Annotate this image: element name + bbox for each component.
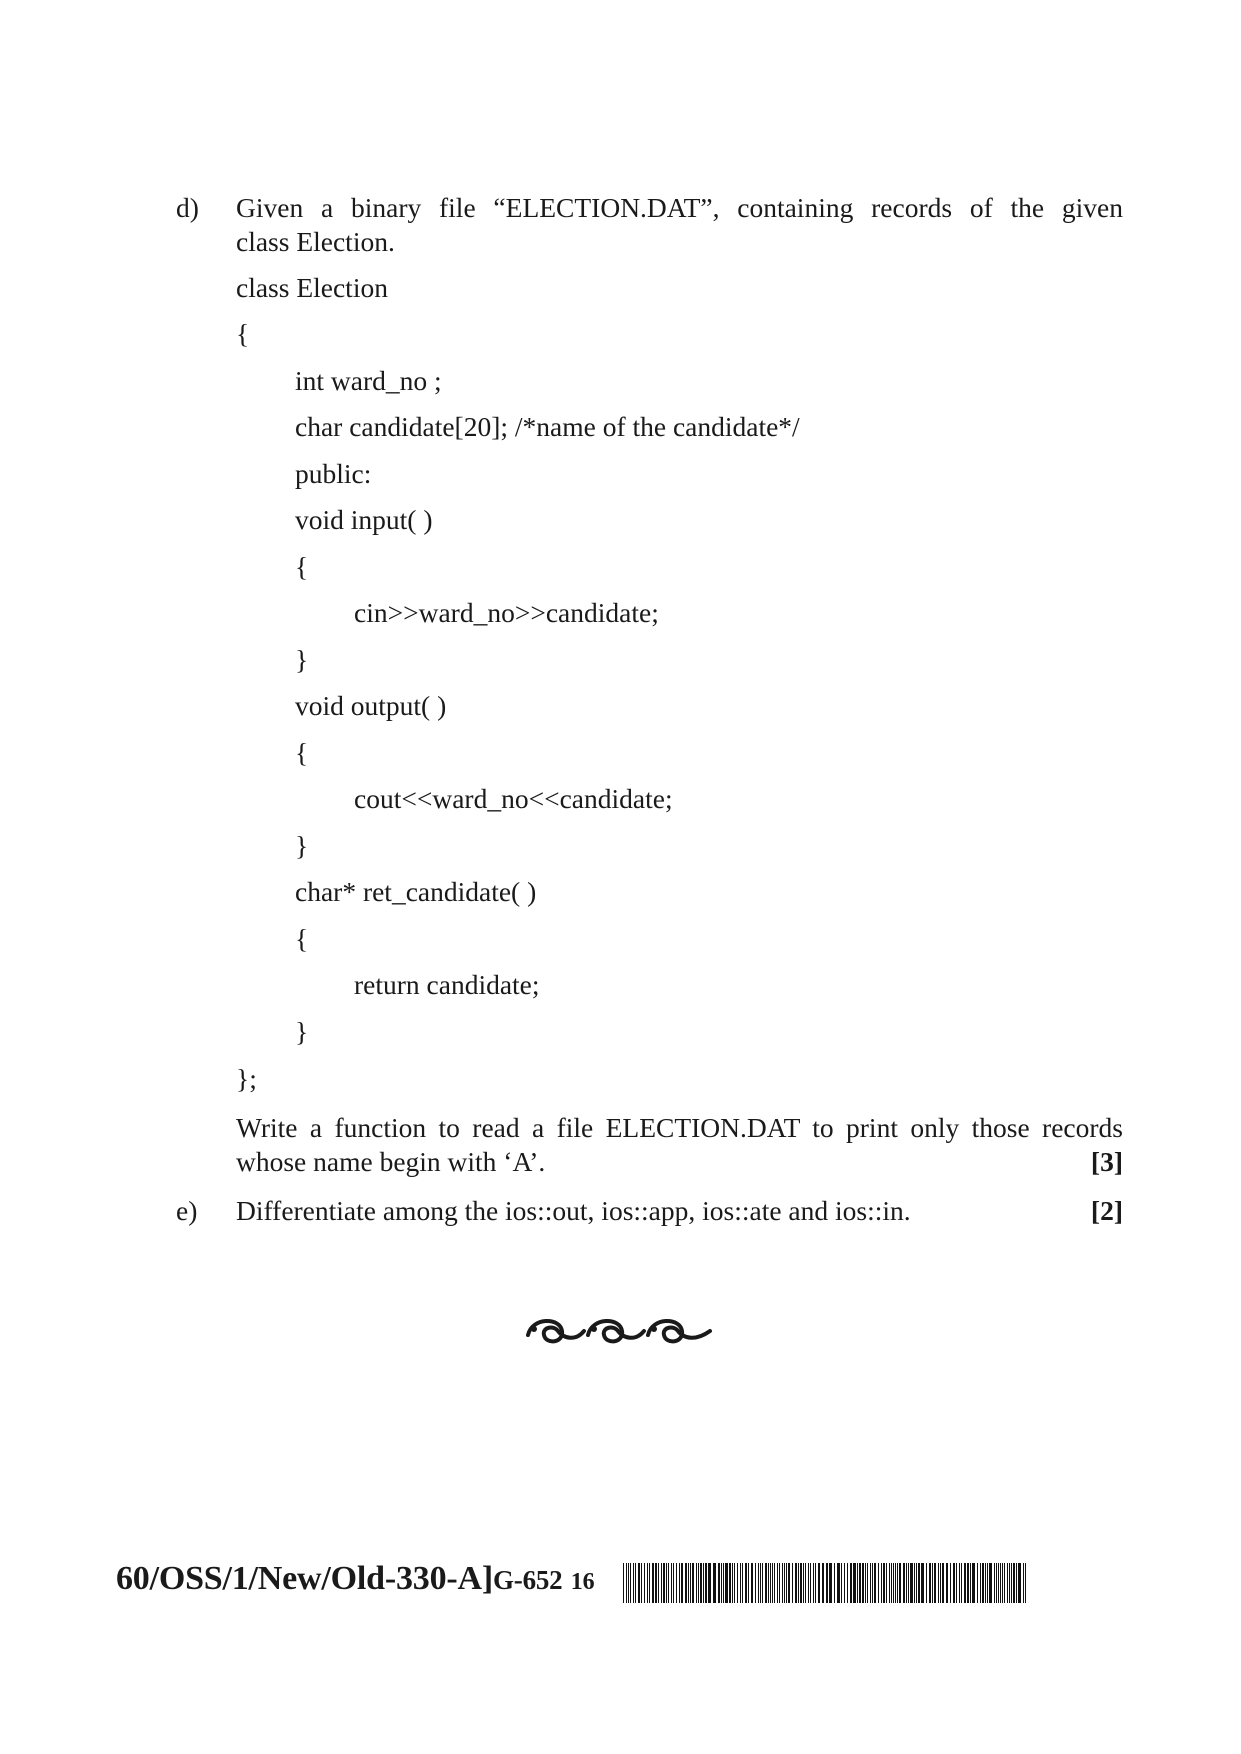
code-line: } <box>295 830 309 861</box>
code-line: char* ret_candidate( ) <box>295 876 537 907</box>
code-line: char candidate[20]; /*name of the candidate*/ <box>295 411 800 442</box>
end-ornament-icon <box>520 1305 720 1355</box>
code-line: { <box>295 737 309 768</box>
code-line: void output( ) <box>295 690 447 721</box>
code-line: int ward_no ; <box>295 365 442 396</box>
code-line: }; <box>236 1063 257 1094</box>
code-line: cout<<ward_no<<candidate; <box>354 783 673 814</box>
code-line: { <box>236 318 250 349</box>
code-line: { <box>295 923 309 954</box>
question-d-marks: [3] <box>1090 1146 1123 1177</box>
question-e-label: e) <box>176 1195 198 1226</box>
code-line: return candidate; <box>354 969 540 1000</box>
series-code: G-652 <box>492 1565 563 1595</box>
question-d-intro-line1: Given a binary file “ELECTION.DAT”, containing records of the given <box>236 192 1123 223</box>
code-line: { <box>295 551 309 582</box>
code-line: } <box>295 1016 309 1047</box>
question-e-text: Differentiate among the ios::out, ios::app, ios::ate and ios::in. <box>236 1195 911 1226</box>
footer-code <box>116 1560 594 1598</box>
question-d-label: d) <box>176 192 199 223</box>
barcode-image <box>623 1563 1026 1603</box>
question-d-task-line2: whose name begin with ‘A’. <box>236 1146 546 1177</box>
question-d-intro-line2: class Election. <box>236 226 395 257</box>
question-d-task-line1: Write a function to read a file ELECTION.DAT to print only those records <box>236 1112 1123 1143</box>
page-number: 16 <box>570 1569 595 1595</box>
question-d-task-row <box>236 1145 1123 1179</box>
question-e-marks: [2] <box>1090 1195 1123 1226</box>
code-line: cin>>ward_no>>candidate; <box>354 597 659 628</box>
paper-code: 60/OSS/1/New/Old-330-A] <box>116 1560 493 1597</box>
code-line: void input( ) <box>295 504 433 535</box>
question-e-row <box>236 1194 1123 1228</box>
code-line: public: <box>295 458 372 489</box>
code-line: class Election <box>236 272 388 303</box>
code-line: } <box>295 644 309 675</box>
